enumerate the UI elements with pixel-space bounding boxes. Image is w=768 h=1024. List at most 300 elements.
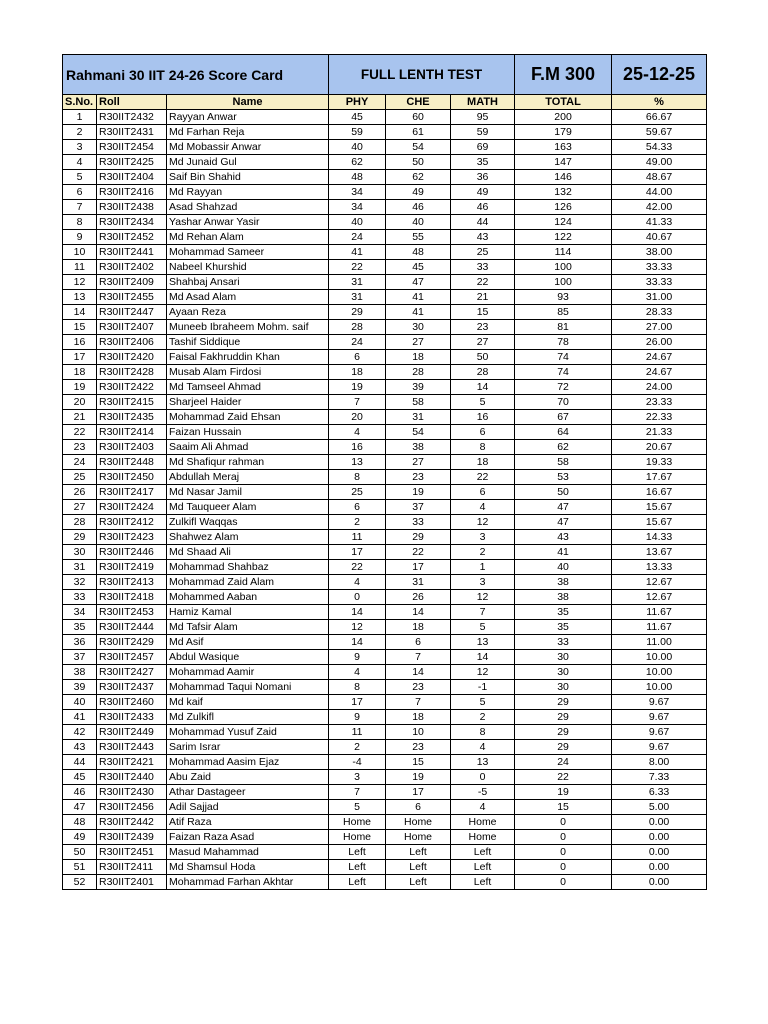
- cell-roll: R30IIT2460: [97, 695, 167, 710]
- cell-che: 55: [386, 230, 451, 245]
- cell-phy: 62: [329, 155, 386, 170]
- cell-name: Sarim Israr: [167, 740, 329, 755]
- cell-total: 100: [515, 275, 612, 290]
- cell-math: 22: [451, 470, 515, 485]
- table-row: [63, 335, 707, 350]
- cell-che: 41: [386, 305, 451, 320]
- cell-phy: Left: [329, 845, 386, 860]
- cell-name: Saif Bin Shahid: [167, 170, 329, 185]
- cell-roll: R30IIT2431: [97, 125, 167, 140]
- cell-che: 18: [386, 350, 451, 365]
- cell-phy: 48: [329, 170, 386, 185]
- cell-phy: 2: [329, 740, 386, 755]
- cell-percent: 8.00: [612, 755, 707, 770]
- cell-math: 13: [451, 755, 515, 770]
- cell-che: 23: [386, 470, 451, 485]
- cell-percent: 11.67: [612, 620, 707, 635]
- cell-total: 35: [515, 605, 612, 620]
- cell-total: 200: [515, 110, 612, 125]
- cell-percent: 59.67: [612, 125, 707, 140]
- cell-sno: 44: [63, 755, 97, 770]
- cell-che: 54: [386, 140, 451, 155]
- cell-name: Mohammad Taqui Nomani: [167, 680, 329, 695]
- cell-sno: 14: [63, 305, 97, 320]
- cell-roll: R30IIT2447: [97, 305, 167, 320]
- cell-name: Masud Mahammad: [167, 845, 329, 860]
- table-row: [63, 125, 707, 140]
- test-name: FULL LENTH TEST: [329, 55, 515, 95]
- table-row: [63, 425, 707, 440]
- cell-math: 2: [451, 710, 515, 725]
- table-row: [63, 485, 707, 500]
- cell-total: 179: [515, 125, 612, 140]
- cell-name: Mohammad Zaid Ehsan: [167, 410, 329, 425]
- cell-total: 70: [515, 395, 612, 410]
- cell-roll: R30IIT2423: [97, 530, 167, 545]
- cell-percent: 41.33: [612, 215, 707, 230]
- table-row: [63, 110, 707, 125]
- cell-roll: R30IIT2451: [97, 845, 167, 860]
- cell-phy: 25: [329, 485, 386, 500]
- cell-percent: 33.33: [612, 260, 707, 275]
- cell-sno: 33: [63, 590, 97, 605]
- cell-total: 64: [515, 425, 612, 440]
- cell-name: Musab Alam Firdosi: [167, 365, 329, 380]
- cell-sno: 52: [63, 875, 97, 890]
- cell-total: 72: [515, 380, 612, 395]
- cell-name: Mohammed Aaban: [167, 590, 329, 605]
- cell-percent: 9.67: [612, 740, 707, 755]
- cell-roll: R30IIT2417: [97, 485, 167, 500]
- cell-che: 19: [386, 485, 451, 500]
- header-row: [63, 95, 707, 110]
- cell-roll: R30IIT2414: [97, 425, 167, 440]
- table-row: [63, 260, 707, 275]
- cell-percent: 9.67: [612, 725, 707, 740]
- cell-che: Left: [386, 875, 451, 890]
- cell-name: Rayyan Anwar: [167, 110, 329, 125]
- cell-math: 35: [451, 155, 515, 170]
- cell-phy: 41: [329, 245, 386, 260]
- cell-name: Mohammad Zaid Alam: [167, 575, 329, 590]
- cell-phy: 40: [329, 215, 386, 230]
- cell-name: Md Asad Alam: [167, 290, 329, 305]
- table-row: [63, 815, 707, 830]
- cell-total: 122: [515, 230, 612, 245]
- cell-che: 7: [386, 695, 451, 710]
- cell-roll: R30IIT2456: [97, 800, 167, 815]
- cell-phy: 0: [329, 590, 386, 605]
- cell-sno: 35: [63, 620, 97, 635]
- cell-total: 0: [515, 860, 612, 875]
- cell-roll: R30IIT2444: [97, 620, 167, 635]
- cell-total: 53: [515, 470, 612, 485]
- cell-roll: R30IIT2438: [97, 200, 167, 215]
- cell-che: Left: [386, 845, 451, 860]
- cell-percent: 31.00: [612, 290, 707, 305]
- cell-che: 58: [386, 395, 451, 410]
- cell-phy: 9: [329, 650, 386, 665]
- cell-math: 3: [451, 575, 515, 590]
- cell-total: 41: [515, 545, 612, 560]
- cell-roll: R30IIT2446: [97, 545, 167, 560]
- cell-roll: R30IIT2432: [97, 110, 167, 125]
- cell-phy: 34: [329, 200, 386, 215]
- cell-phy: 4: [329, 425, 386, 440]
- cell-roll: R30IIT2403: [97, 440, 167, 455]
- cell-name: Faisal Fakhruddin Khan: [167, 350, 329, 365]
- cell-total: 126: [515, 200, 612, 215]
- cell-phy: 24: [329, 335, 386, 350]
- cell-che: 41: [386, 290, 451, 305]
- cell-total: 15: [515, 800, 612, 815]
- cell-phy: 5: [329, 800, 386, 815]
- cell-roll: R30IIT2457: [97, 650, 167, 665]
- cell-roll: R30IIT2434: [97, 215, 167, 230]
- cell-math: 44: [451, 215, 515, 230]
- cell-sno: 23: [63, 440, 97, 455]
- cell-percent: 11.67: [612, 605, 707, 620]
- cell-phy: 29: [329, 305, 386, 320]
- cell-math: 4: [451, 800, 515, 815]
- cell-name: Faizan Hussain: [167, 425, 329, 440]
- cell-percent: 44.00: [612, 185, 707, 200]
- cell-name: Saaim Ali Ahmad: [167, 440, 329, 455]
- cell-percent: 15.67: [612, 500, 707, 515]
- title-row: [63, 55, 707, 95]
- cell-phy: 12: [329, 620, 386, 635]
- cell-name: Md Shamsul Hoda: [167, 860, 329, 875]
- cell-name: Mohammad Yusuf Zaid: [167, 725, 329, 740]
- cell-total: 47: [515, 500, 612, 515]
- cell-che: 33: [386, 515, 451, 530]
- cell-math: 25: [451, 245, 515, 260]
- cell-total: 163: [515, 140, 612, 155]
- cell-name: Hamiz Kamal: [167, 605, 329, 620]
- cell-math: 4: [451, 740, 515, 755]
- cell-sno: 26: [63, 485, 97, 500]
- cell-percent: 0.00: [612, 830, 707, 845]
- cell-percent: 7.33: [612, 770, 707, 785]
- cell-che: 17: [386, 785, 451, 800]
- table-row: [63, 770, 707, 785]
- cell-math: 36: [451, 170, 515, 185]
- cell-sno: 28: [63, 515, 97, 530]
- cell-percent: 15.67: [612, 515, 707, 530]
- cell-name: Zulkifl Waqqas: [167, 515, 329, 530]
- cell-sno: 18: [63, 365, 97, 380]
- score-card-title: Rahmani 30 IIT 24-26 Score Card: [63, 55, 329, 95]
- cell-sno: 38: [63, 665, 97, 680]
- cell-phy: 3: [329, 770, 386, 785]
- cell-che: 10: [386, 725, 451, 740]
- cell-total: 47: [515, 515, 612, 530]
- cell-total: 35: [515, 620, 612, 635]
- cell-percent: 12.67: [612, 575, 707, 590]
- cell-sno: 37: [63, 650, 97, 665]
- cell-total: 29: [515, 740, 612, 755]
- cell-total: 40: [515, 560, 612, 575]
- cell-sno: 19: [63, 380, 97, 395]
- cell-sno: 8: [63, 215, 97, 230]
- cell-sno: 22: [63, 425, 97, 440]
- table-row: [63, 380, 707, 395]
- cell-che: 62: [386, 170, 451, 185]
- cell-total: 38: [515, 575, 612, 590]
- cell-total: 93: [515, 290, 612, 305]
- cell-percent: 23.33: [612, 395, 707, 410]
- cell-name: Md kaif: [167, 695, 329, 710]
- cell-phy: 11: [329, 530, 386, 545]
- cell-percent: 19.33: [612, 455, 707, 470]
- table-row: [63, 875, 707, 890]
- cell-math: 28: [451, 365, 515, 380]
- cell-phy: 18: [329, 365, 386, 380]
- cell-che: 27: [386, 335, 451, 350]
- table-row: [63, 545, 707, 560]
- cell-name: Muneeb Ibraheem Mohm. saif: [167, 320, 329, 335]
- cell-percent: 54.33: [612, 140, 707, 155]
- cell-che: 49: [386, 185, 451, 200]
- table-row: [63, 185, 707, 200]
- cell-che: 6: [386, 635, 451, 650]
- cell-phy: -4: [329, 755, 386, 770]
- cell-roll: R30IIT2421: [97, 755, 167, 770]
- table-row: [63, 470, 707, 485]
- cell-sno: 50: [63, 845, 97, 860]
- cell-sno: 47: [63, 800, 97, 815]
- cell-phy: 6: [329, 500, 386, 515]
- cell-total: 124: [515, 215, 612, 230]
- cell-roll: R30IIT2409: [97, 275, 167, 290]
- cell-phy: 7: [329, 785, 386, 800]
- cell-percent: 20.67: [612, 440, 707, 455]
- cell-che: 6: [386, 800, 451, 815]
- cell-che: 15: [386, 755, 451, 770]
- cell-percent: 24.00: [612, 380, 707, 395]
- cell-phy: 31: [329, 275, 386, 290]
- cell-total: 146: [515, 170, 612, 185]
- cell-total: 62: [515, 440, 612, 455]
- table-row: [63, 350, 707, 365]
- cell-phy: 45: [329, 110, 386, 125]
- cell-roll: R30IIT2448: [97, 455, 167, 470]
- cell-phy: 8: [329, 680, 386, 695]
- cell-name: Abdul Wasique: [167, 650, 329, 665]
- cell-roll: R30IIT2411: [97, 860, 167, 875]
- cell-percent: 13.33: [612, 560, 707, 575]
- cell-name: Atif Raza: [167, 815, 329, 830]
- cell-math: 3: [451, 530, 515, 545]
- cell-sno: 51: [63, 860, 97, 875]
- table-row: [63, 515, 707, 530]
- cell-percent: 24.67: [612, 350, 707, 365]
- cell-phy: 14: [329, 635, 386, 650]
- table-row: [63, 455, 707, 470]
- cell-roll: R30IIT2420: [97, 350, 167, 365]
- cell-roll: R30IIT2427: [97, 665, 167, 680]
- table-row: [63, 305, 707, 320]
- cell-name: Md Rayyan: [167, 185, 329, 200]
- table-row: [63, 800, 707, 815]
- cell-percent: 10.00: [612, 650, 707, 665]
- col-header-name: Name: [167, 95, 329, 110]
- cell-percent: 28.33: [612, 305, 707, 320]
- cell-math: 2: [451, 545, 515, 560]
- cell-name: Abdullah Meraj: [167, 470, 329, 485]
- cell-roll: R30IIT2424: [97, 500, 167, 515]
- cell-roll: R30IIT2450: [97, 470, 167, 485]
- col-header-total: TOTAL: [515, 95, 612, 110]
- cell-total: 43: [515, 530, 612, 545]
- score-card-sheet: [62, 54, 706, 890]
- col-header-sno: S.No.: [63, 95, 97, 110]
- cell-phy: 4: [329, 665, 386, 680]
- cell-total: 22: [515, 770, 612, 785]
- cell-che: Left: [386, 860, 451, 875]
- cell-name: Shahbaj Ansari: [167, 275, 329, 290]
- cell-che: 23: [386, 680, 451, 695]
- cell-percent: 66.67: [612, 110, 707, 125]
- cell-phy: 20: [329, 410, 386, 425]
- cell-percent: 0.00: [612, 815, 707, 830]
- table-row: [63, 215, 707, 230]
- cell-roll: R30IIT2425: [97, 155, 167, 170]
- cell-math: 23: [451, 320, 515, 335]
- cell-phy: 11: [329, 725, 386, 740]
- table-row: [63, 230, 707, 245]
- cell-total: 74: [515, 350, 612, 365]
- cell-phy: 8: [329, 470, 386, 485]
- cell-name: Md Rehan Alam: [167, 230, 329, 245]
- cell-name: Md Zulkifl: [167, 710, 329, 725]
- cell-math: 14: [451, 650, 515, 665]
- cell-math: 13: [451, 635, 515, 650]
- cell-sno: 2: [63, 125, 97, 140]
- cell-math: 18: [451, 455, 515, 470]
- table-row: [63, 560, 707, 575]
- cell-roll: R30IIT2433: [97, 710, 167, 725]
- cell-che: 48: [386, 245, 451, 260]
- cell-math: 69: [451, 140, 515, 155]
- cell-phy: 22: [329, 260, 386, 275]
- cell-roll: R30IIT2435: [97, 410, 167, 425]
- table-row: [63, 740, 707, 755]
- cell-percent: 14.33: [612, 530, 707, 545]
- cell-sno: 32: [63, 575, 97, 590]
- cell-math: 5: [451, 620, 515, 635]
- cell-name: Md Farhan Reja: [167, 125, 329, 140]
- cell-sno: 39: [63, 680, 97, 695]
- cell-name: Abu Zaid: [167, 770, 329, 785]
- cell-roll: R30IIT2422: [97, 380, 167, 395]
- cell-total: 30: [515, 665, 612, 680]
- cell-phy: 40: [329, 140, 386, 155]
- cell-phy: 9: [329, 710, 386, 725]
- cell-roll: R30IIT2430: [97, 785, 167, 800]
- cell-sno: 4: [63, 155, 97, 170]
- cell-che: 60: [386, 110, 451, 125]
- cell-name: Mohammad Farhan Akhtar: [167, 875, 329, 890]
- cell-percent: 0.00: [612, 860, 707, 875]
- cell-total: 0: [515, 815, 612, 830]
- cell-sno: 30: [63, 545, 97, 560]
- cell-total: 29: [515, 710, 612, 725]
- cell-sno: 7: [63, 200, 97, 215]
- table-row: [63, 830, 707, 845]
- cell-sno: 25: [63, 470, 97, 485]
- table-row: [63, 665, 707, 680]
- cell-sno: 27: [63, 500, 97, 515]
- cell-percent: 0.00: [612, 845, 707, 860]
- cell-phy: 17: [329, 695, 386, 710]
- cell-name: Nabeel Khurshid: [167, 260, 329, 275]
- cell-roll: R30IIT2441: [97, 245, 167, 260]
- cell-phy: 28: [329, 320, 386, 335]
- cell-roll: R30IIT2455: [97, 290, 167, 305]
- cell-math: 6: [451, 485, 515, 500]
- table-row: [63, 860, 707, 875]
- cell-roll: R30IIT2440: [97, 770, 167, 785]
- cell-phy: 31: [329, 290, 386, 305]
- cell-math: 12: [451, 590, 515, 605]
- table-row: [63, 695, 707, 710]
- cell-che: 31: [386, 575, 451, 590]
- cell-phy: 16: [329, 440, 386, 455]
- cell-roll: R30IIT2443: [97, 740, 167, 755]
- cell-math: Left: [451, 845, 515, 860]
- cell-math: Home: [451, 830, 515, 845]
- cell-percent: 40.67: [612, 230, 707, 245]
- test-date: 25-12-25: [612, 55, 707, 95]
- cell-total: 132: [515, 185, 612, 200]
- cell-math: 12: [451, 665, 515, 680]
- cell-sno: 16: [63, 335, 97, 350]
- table-row: [63, 710, 707, 725]
- cell-name: Yashar Anwar Yasir: [167, 215, 329, 230]
- cell-sno: 36: [63, 635, 97, 650]
- cell-total: 147: [515, 155, 612, 170]
- cell-percent: 21.33: [612, 425, 707, 440]
- cell-total: 78: [515, 335, 612, 350]
- cell-sno: 24: [63, 455, 97, 470]
- cell-total: 81: [515, 320, 612, 335]
- cell-math: 8: [451, 440, 515, 455]
- table-row: [63, 635, 707, 650]
- cell-math: 5: [451, 395, 515, 410]
- cell-che: 54: [386, 425, 451, 440]
- cell-phy: 22: [329, 560, 386, 575]
- table-row: [63, 755, 707, 770]
- cell-che: Home: [386, 830, 451, 845]
- cell-roll: R30IIT2418: [97, 590, 167, 605]
- cell-math: 14: [451, 380, 515, 395]
- cell-che: 37: [386, 500, 451, 515]
- table-row: [63, 575, 707, 590]
- cell-math: 1: [451, 560, 515, 575]
- cell-roll: R30IIT2437: [97, 680, 167, 695]
- cell-name: Md Mobassir Anwar: [167, 140, 329, 155]
- cell-math: 22: [451, 275, 515, 290]
- cell-sno: 5: [63, 170, 97, 185]
- cell-roll: R30IIT2407: [97, 320, 167, 335]
- cell-name: Faizan Raza Asad: [167, 830, 329, 845]
- cell-total: 74: [515, 365, 612, 380]
- table-row: [63, 170, 707, 185]
- cell-math: -1: [451, 680, 515, 695]
- cell-phy: 19: [329, 380, 386, 395]
- cell-total: 100: [515, 260, 612, 275]
